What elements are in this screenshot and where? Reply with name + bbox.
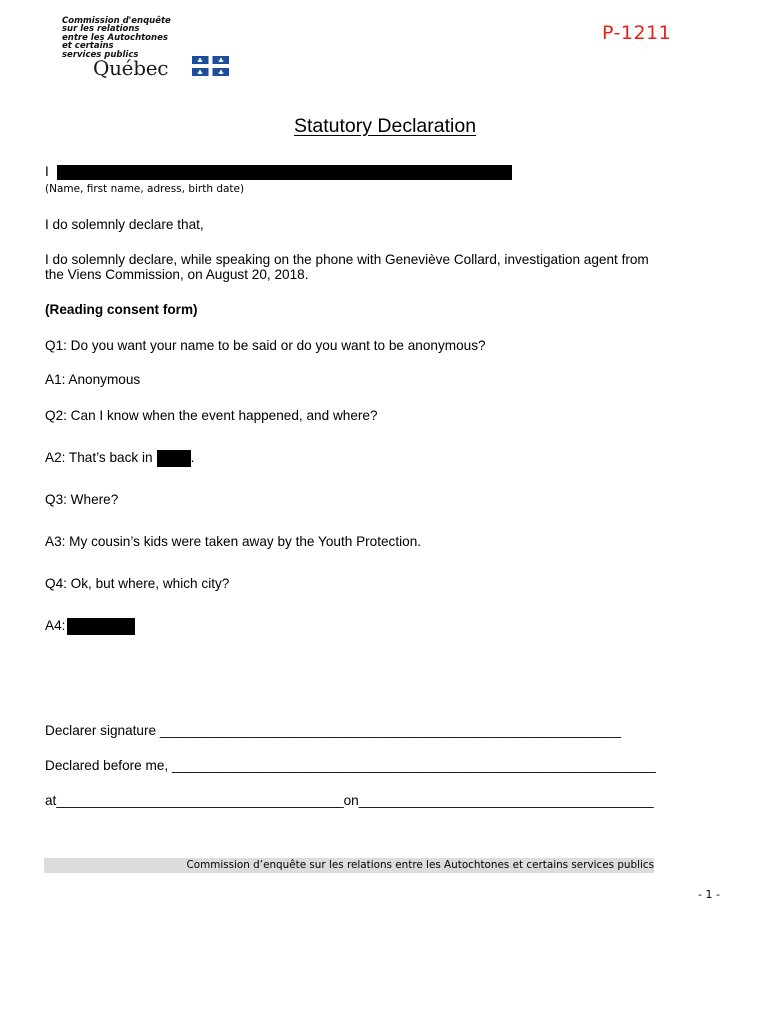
question-3: Q3: Where? [45, 492, 119, 507]
logo-line: Commission d'enquête [62, 16, 171, 26]
declared-before-line: Declared before me, ________________________________________________________________ [45, 758, 656, 773]
declarer-signature-line: Declarer signature _____________________________________________________________ [45, 723, 622, 738]
declarant-prefix: I [45, 164, 49, 179]
answer-4 [45, 618, 135, 635]
declarant-hint: (Name, first name, adress, birth date) [45, 183, 245, 195]
redaction-block [157, 450, 191, 467]
intro-text: I do solemnly declare that, [45, 217, 204, 232]
document-title: Statutory Declaration [293, 115, 477, 137]
quebec-flag-icon [192, 56, 229, 76]
section-heading: (Reading consent form) [45, 302, 198, 317]
declarant-line [45, 164, 512, 180]
question-4: Q4: Ok, but where, which city? [45, 576, 230, 591]
question-2: Q2: Can I know when the event happened, and where? [45, 408, 378, 423]
question-1: Q1: Do you want your name to be said or do you want to be anonymous? [45, 338, 486, 353]
redaction-block [57, 165, 512, 180]
quebec-wordmark: Québec [93, 56, 169, 80]
statement-line: the Viens Commission, on August 20, 2018. [45, 267, 309, 282]
answer-2-suffix: . [190, 450, 195, 466]
answer-3: A3: My cousin’s kids were taken away by the Youth Protection. [45, 534, 422, 549]
logo-line: services publics [62, 49, 139, 60]
logo-line: et certains [62, 41, 114, 52]
commission-logo-text [62, 17, 212, 59]
page-number: - 1 - [698, 888, 720, 901]
statement-line: I do solemnly declare, while speaking on the phone with Geneviève Collard, investigation agent from [45, 252, 649, 267]
at-on-line: at______________________________________on_______________________________________ [45, 793, 654, 808]
logo-line: entre les Autochtones [62, 32, 168, 43]
exhibit-number: P-1211 [602, 22, 672, 44]
answer-2 [45, 450, 194, 467]
redaction-block [67, 618, 135, 635]
logo-line: sur les relations [62, 24, 140, 35]
answer-4-prefix: A4: [45, 618, 66, 634]
footer-text: Commission d’enquête sur les relations entre les Autochtones et certains services publics [186, 859, 654, 871]
answer-2-prefix: A2: That’s back in [45, 450, 153, 466]
answer-1: A1: Anonymous [45, 372, 141, 387]
